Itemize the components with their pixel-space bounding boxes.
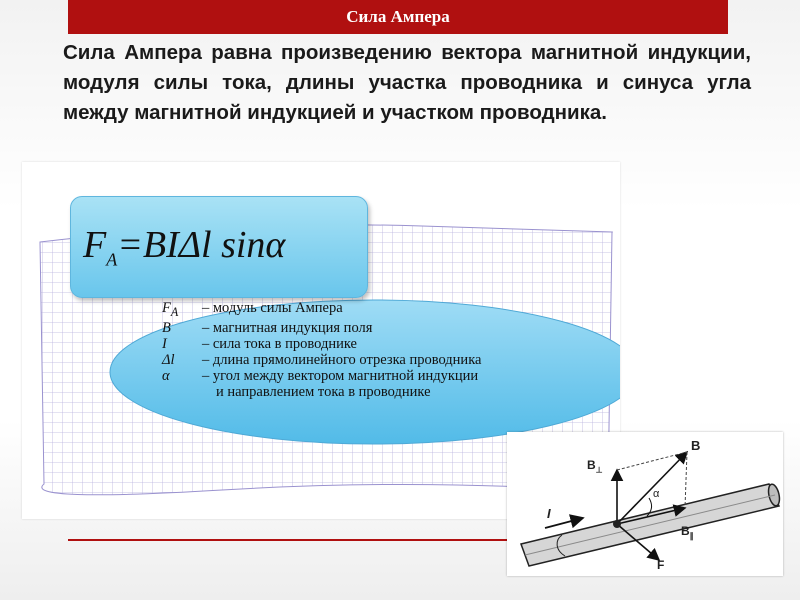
f-label: F: [657, 558, 665, 572]
vector-diagram: [507, 432, 783, 576]
b-label: B: [691, 438, 701, 453]
slide-title-bar: [68, 0, 728, 34]
formula-box: [70, 196, 368, 298]
legend-row: B – магнитная индукция поля: [162, 319, 373, 336]
ampere-formula: $F_A=BI\Delta l$ sinα: [83, 224, 286, 270]
legend-row: α – угол между вектором магнитной индукции: [162, 367, 479, 384]
legend-row: $F_A$ – модуль силы Ампера: [162, 300, 343, 319]
alpha-label: α: [653, 488, 660, 500]
definition-text: Сила Ампера равна произведению вектора магнитной индукции, модуля силы тока, длины участка проводника и синуса угла между магнитной индукцией и участком проводника.: [63, 41, 751, 124]
legend-continuation: и направлением тока в проводнике: [216, 383, 431, 400]
i-label: I: [547, 506, 551, 521]
slide-title: Сила Ампера: [346, 7, 450, 26]
b-perp-label: $B_\perp$: [587, 458, 603, 475]
vector-diagram-graphic: [507, 432, 783, 576]
legend-row: I – сила тока в проводнике: [162, 335, 357, 352]
legend-row: Δl – длина прямолинейного отрезка проводника: [162, 351, 482, 368]
legend: [162, 300, 582, 400]
b-parallel-label: $B_\parallel$: [681, 524, 694, 541]
